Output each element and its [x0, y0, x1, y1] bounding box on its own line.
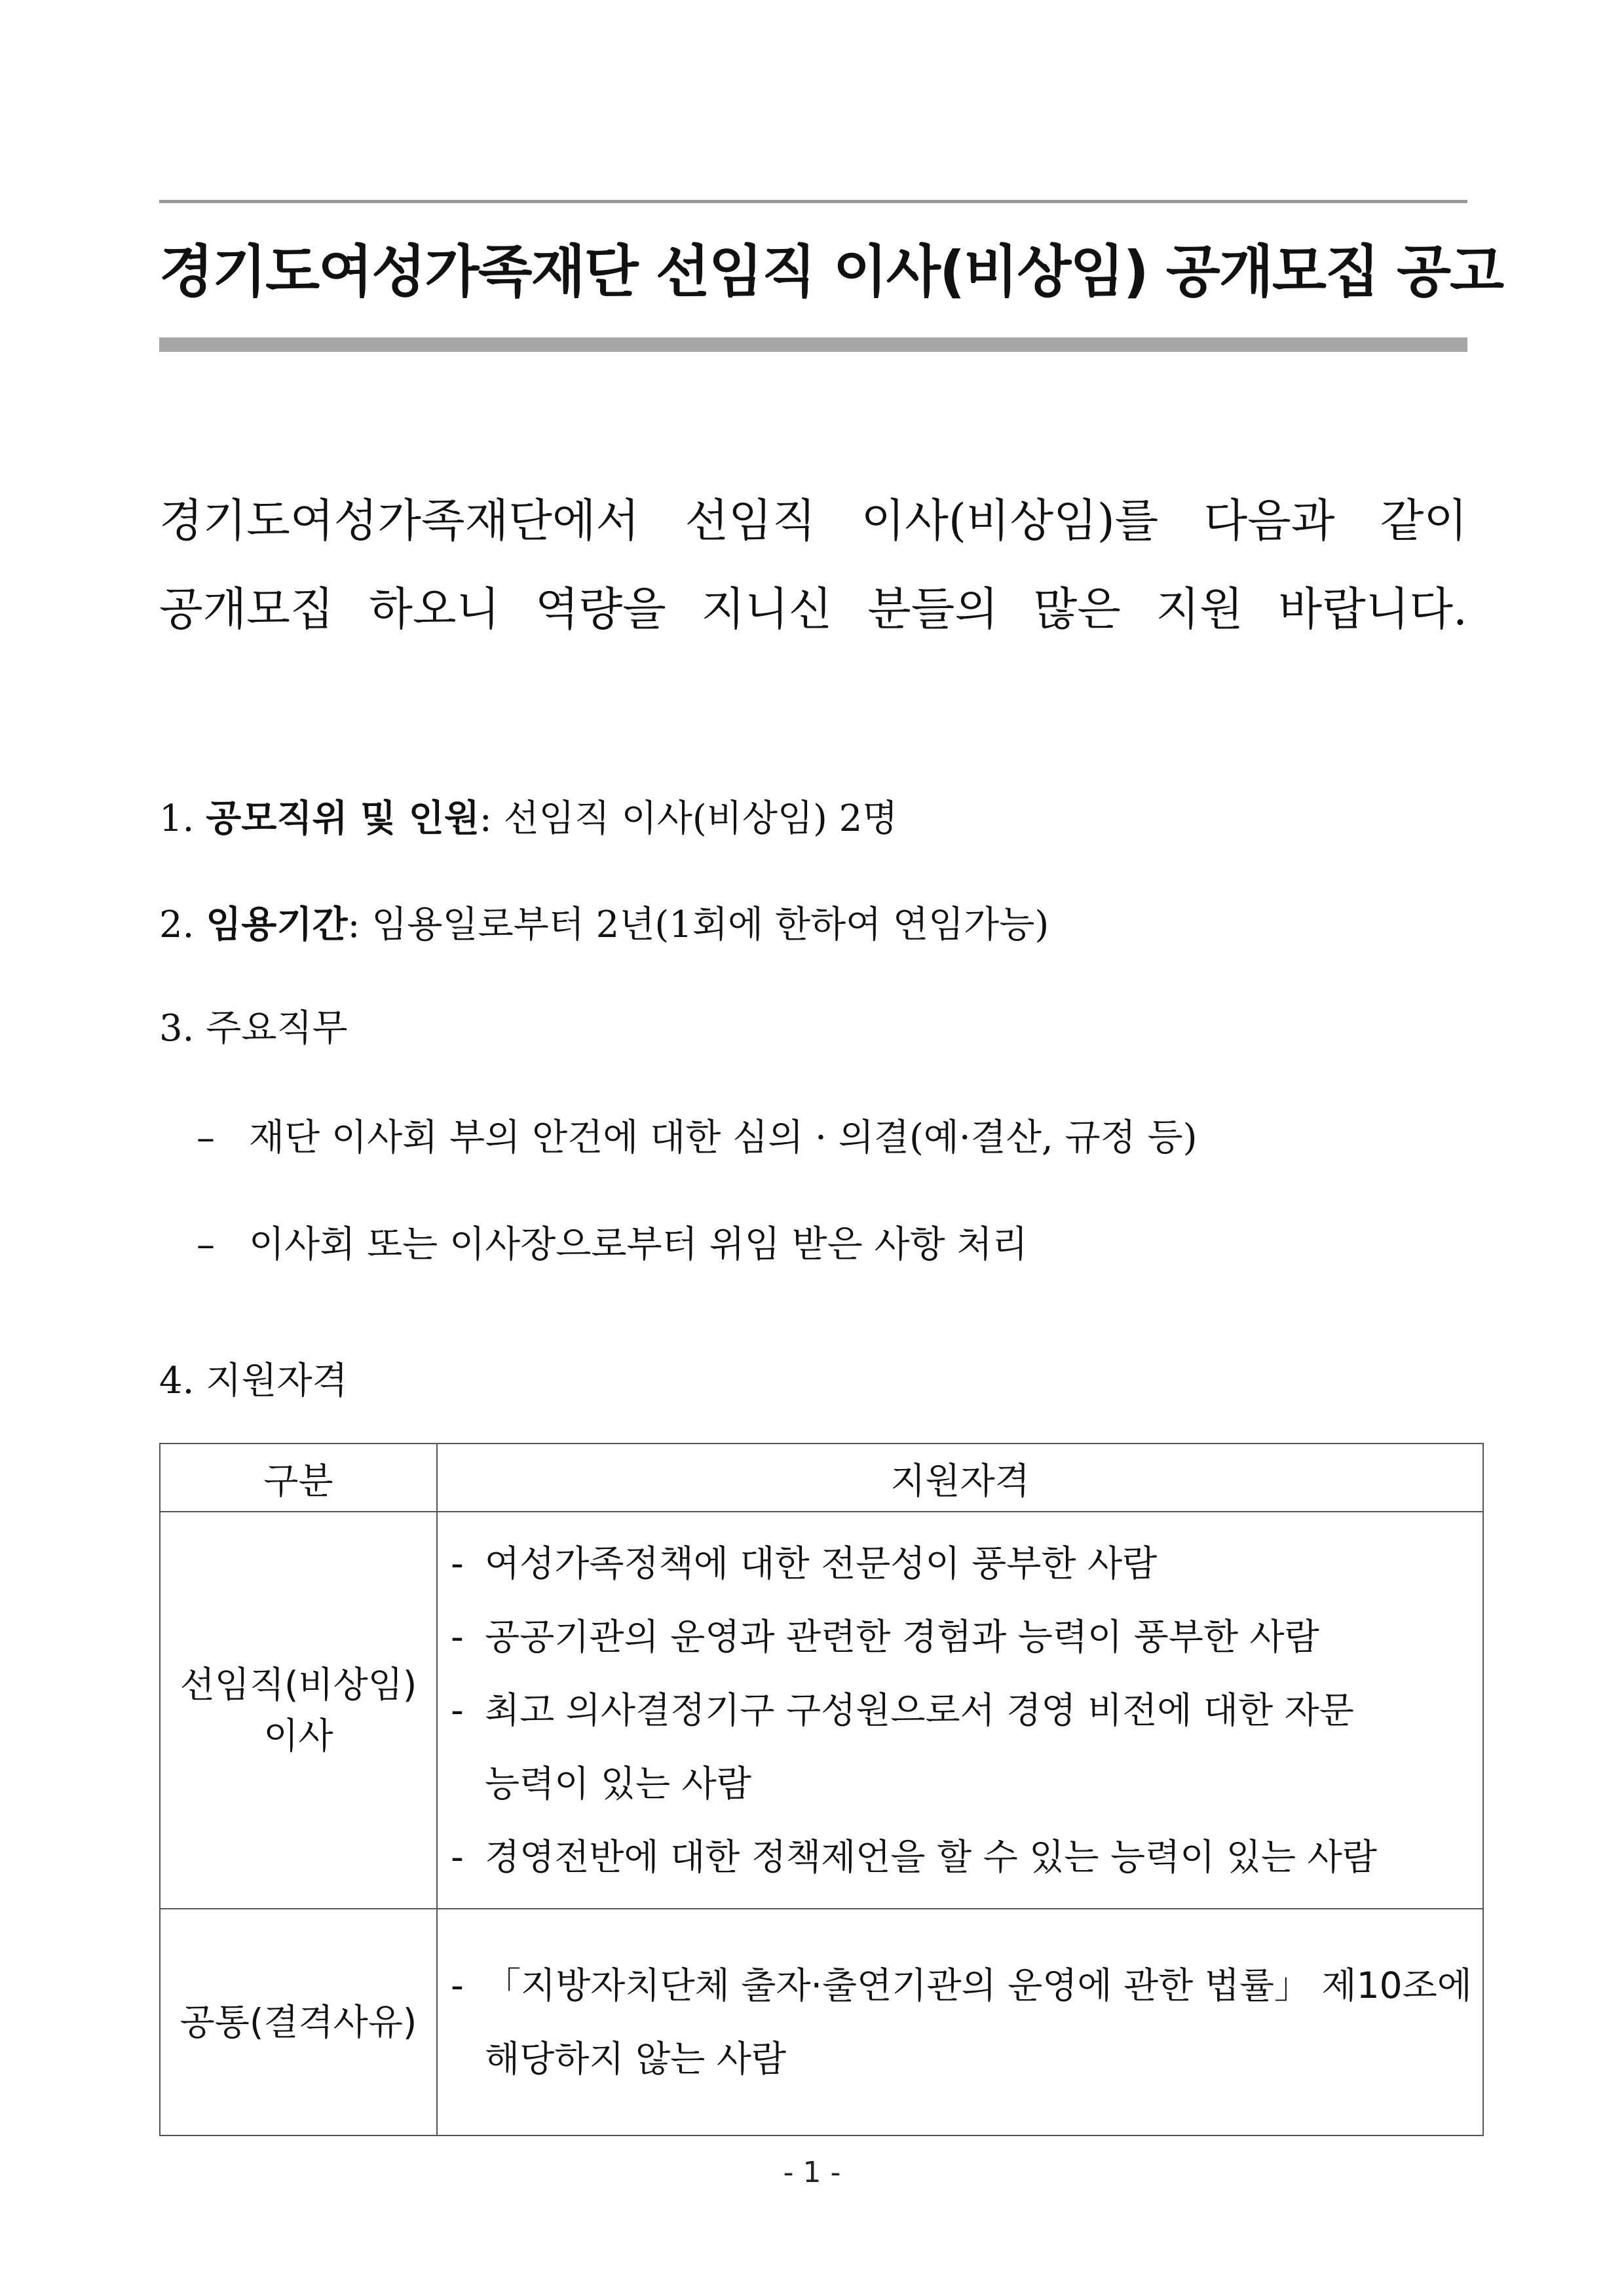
item-label: 임용기간: [206, 904, 348, 946]
table-row: [160, 1909, 1483, 2135]
item-number: 2.: [159, 904, 195, 946]
item-number: 3.: [159, 1007, 195, 1050]
criteria-item: [451, 1600, 1469, 1674]
criteria-text: 여성가족정책에 대한 전문성이 풍부한 사람: [485, 1542, 1158, 1584]
title-top-rule: [159, 200, 1467, 203]
criteria-text: 해당하지 않는 사람: [485, 2038, 787, 2080]
item-label: 공모직위 및 인원: [206, 797, 480, 840]
item-number: 4.: [159, 1360, 195, 1402]
dash-bullet: –: [197, 1223, 215, 1266]
criteria-continuation: [451, 2022, 1469, 2095]
duty-text: 이사회 또는 이사장으로부터 위임 받은 사항 처리: [249, 1223, 1028, 1266]
intro-line-1: 경기도여성가족재단에서 선임직 이사(비상임)를 다음과 같이: [159, 495, 1467, 547]
duty-item: [197, 1112, 1197, 1164]
dash-bullet: –: [197, 1117, 215, 1159]
header-qualification: 지원자격: [437, 1444, 1483, 1512]
dash-bullet: -: [451, 1964, 464, 2006]
item-recruit-position: [159, 793, 897, 845]
dash-bullet: -: [451, 1689, 464, 1731]
item-value: : 선임직 이사(비상임) 2명: [479, 797, 898, 840]
criteria-item: [451, 1949, 1472, 2022]
table-header-row: [160, 1444, 1483, 1512]
category-cell: [160, 1512, 437, 1909]
criteria-continuation: [451, 1747, 1469, 1820]
item-term: [159, 899, 1049, 951]
category-line: 선임직(비상임): [179, 1664, 417, 1706]
intro-line-2: 공개모집 하오니 역량을 지니신 분들의 많은 지원 바랍니다.: [159, 583, 1467, 636]
criteria-item: [451, 1820, 1469, 1894]
criteria-cell: [437, 1909, 1483, 2135]
duty-item: [197, 1219, 1028, 1271]
dash-bullet: -: [451, 1616, 464, 1658]
item-value: : 임용일로부터 2년(1회에 한하여 연임가능): [347, 904, 1049, 946]
dash-bullet: -: [451, 1836, 464, 1878]
category-cell: [160, 1909, 437, 2135]
qualification-table: [159, 1443, 1484, 2136]
item-number: 1.: [159, 797, 195, 840]
category-line: 이사: [263, 1715, 333, 1757]
criteria-text: 능력이 있는 사람: [485, 1763, 751, 1805]
criteria-text: 경영전반에 대한 정책제언을 할 수 있는 능력이 있는 사람: [485, 1836, 1377, 1878]
item-label: 주요직무: [206, 1007, 348, 1050]
dash-bullet: -: [451, 1542, 464, 1584]
table-row: [160, 1512, 1483, 1909]
criteria-text: 최고 의사결정기구 구성원으로서 경영 비전에 대한 자문: [485, 1689, 1354, 1731]
item-duties: [159, 1003, 348, 1055]
page-number: - 1 -: [783, 2156, 841, 2189]
item-label: 지원자격: [206, 1360, 348, 1402]
criteria-text: 공공기관의 운영과 관련한 경험과 능력이 풍부한 사람: [485, 1616, 1319, 1658]
duty-text: 재단 이사회 부의 안건에 대한 심의 · 의결(예·결산, 규정 등): [249, 1117, 1198, 1159]
page-title: 경기도여성가족재단 선임직 이사(비상임) 공개모집 공고: [159, 239, 1503, 305]
category-line: 공통(결격사유): [179, 2001, 417, 2043]
criteria-item: [451, 1527, 1469, 1600]
title-bottom-rule: [159, 337, 1467, 352]
criteria-text: 「지방자치단체 출자·출연기관의 운영에 관한 법률」 제10조에: [485, 1964, 1472, 2006]
criteria-cell: [437, 1512, 1483, 1909]
header-category: 구분: [160, 1444, 437, 1512]
item-qualifications: [159, 1355, 348, 1407]
criteria-item: [451, 1674, 1469, 1747]
